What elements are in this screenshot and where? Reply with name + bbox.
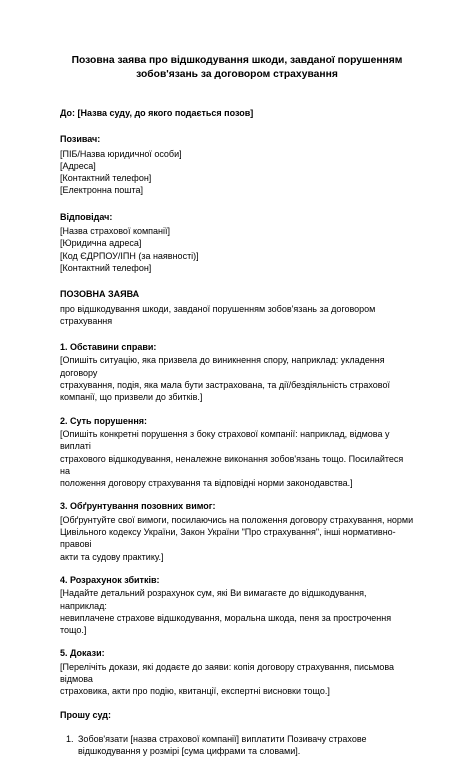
document-title-line-1: Позовна заява про відшкодування шкоди, завданої порушенням	[71, 55, 403, 66]
request-item-line: Зобов'язати [назва страхової компанії] виплатити Позивачу страхове	[78, 733, 367, 744]
defendant-block	[60, 211, 414, 274]
request-block	[60, 709, 414, 757]
section-text-line: Цивільного кодексу України, Закон України "Про страхування", інші нормативно-правові	[60, 527, 396, 550]
section-text-line: акти та судову практику.]	[60, 551, 164, 562]
section-text-line: страховика, акти про подію, квитанції, експертні висновки тощо.]	[60, 686, 330, 697]
plaintiff-block	[60, 133, 414, 196]
section-evidence	[60, 647, 414, 697]
request-heading: Прошу суд:	[60, 709, 111, 720]
section-text-line: невиплачене страхове відшкодування, моральна шкода, пеня за прострочення тощо.]	[60, 612, 392, 636]
plaintiff-name-field: [ПІБ/Назва юридичної особи]	[60, 148, 182, 159]
defendant-name-field: [Назва страхової компанії]	[60, 226, 171, 237]
section-title: 5. Докази:	[60, 648, 105, 659]
request-list-item	[60, 733, 414, 757]
section-text-line: [Опишіть ситуацію, яка призвела до виникнення спору, наприклад: укладення договору	[60, 355, 385, 378]
document-title	[60, 54, 414, 82]
section-damages	[60, 574, 414, 636]
section-title: 4. Розрахунок збитків:	[60, 574, 160, 585]
defendant-heading: Відповідач:	[60, 211, 113, 222]
section-circumstances	[60, 341, 414, 403]
section-title: 1. Обставини справи:	[60, 342, 157, 353]
section-text-line: [Надайте детальний розрахунок сум, які Ви вимагаєте до відшкодування, наприклад:	[60, 588, 367, 611]
claim-heading: ПОЗОВНА ЗАЯВА	[60, 289, 140, 300]
section-text-line: [Обґрунтуйте свої вимоги, посилаючись на положення договору страхування, норми	[60, 514, 414, 525]
section-title: 3. Обґрунтування позовних вимог:	[60, 501, 216, 512]
claim-block	[60, 288, 414, 327]
section-text-line: положення договору страхування та відповідні норми законодавства.]	[60, 478, 353, 489]
document-title-line-2: зобов'язань за договором страхування	[136, 69, 338, 80]
defendant-phone-field: [Контактний телефон]	[60, 262, 152, 273]
plaintiff-address-field: [Адреса]	[60, 160, 96, 171]
court-addressee: До: [Назва суду, до якого подається позов]	[60, 108, 254, 118]
section-text-line: компанії, що призвели до збитків.]	[60, 392, 203, 403]
section-justification	[60, 500, 414, 562]
plaintiff-phone-field: [Контактний телефон]	[60, 173, 152, 184]
section-text-line: [Перелічіть докази, які додаєте до заяви: копія договору страхування, письмова відмова	[60, 661, 395, 684]
defendant-address-field: [Юридична адреса]	[60, 238, 142, 249]
section-text-line: [Опишіть конкретні порушення з боку страхової компанії: наприклад, відмова у виплаті	[60, 428, 390, 452]
section-violation	[60, 415, 414, 490]
claim-subtitle-line-2: страхування	[60, 315, 113, 326]
request-item-line: відшкодування у розмірі [сума цифрами та словами].	[78, 746, 301, 757]
plaintiff-heading: Позивач:	[60, 134, 101, 145]
claim-subtitle-line-1: про відшкодування шкоди, завданої порушенням зобов'язань за договором	[60, 303, 376, 314]
plaintiff-email-field: [Електронна пошта]	[60, 185, 144, 196]
defendant-code-field: [Код ЄДРПОУ/ІПН (за наявності)]	[60, 250, 199, 261]
request-item-number: 1.	[66, 733, 74, 744]
section-text-line: страхування, подія, яка мала бути застрахована, та дії/бездіяльність страхової	[60, 380, 390, 391]
section-text-line: страхового відшкодування, неналежне виконання зобов'язань тощо. Посилайтеся на	[60, 453, 404, 476]
section-title: 2. Суть порушення:	[60, 415, 148, 426]
